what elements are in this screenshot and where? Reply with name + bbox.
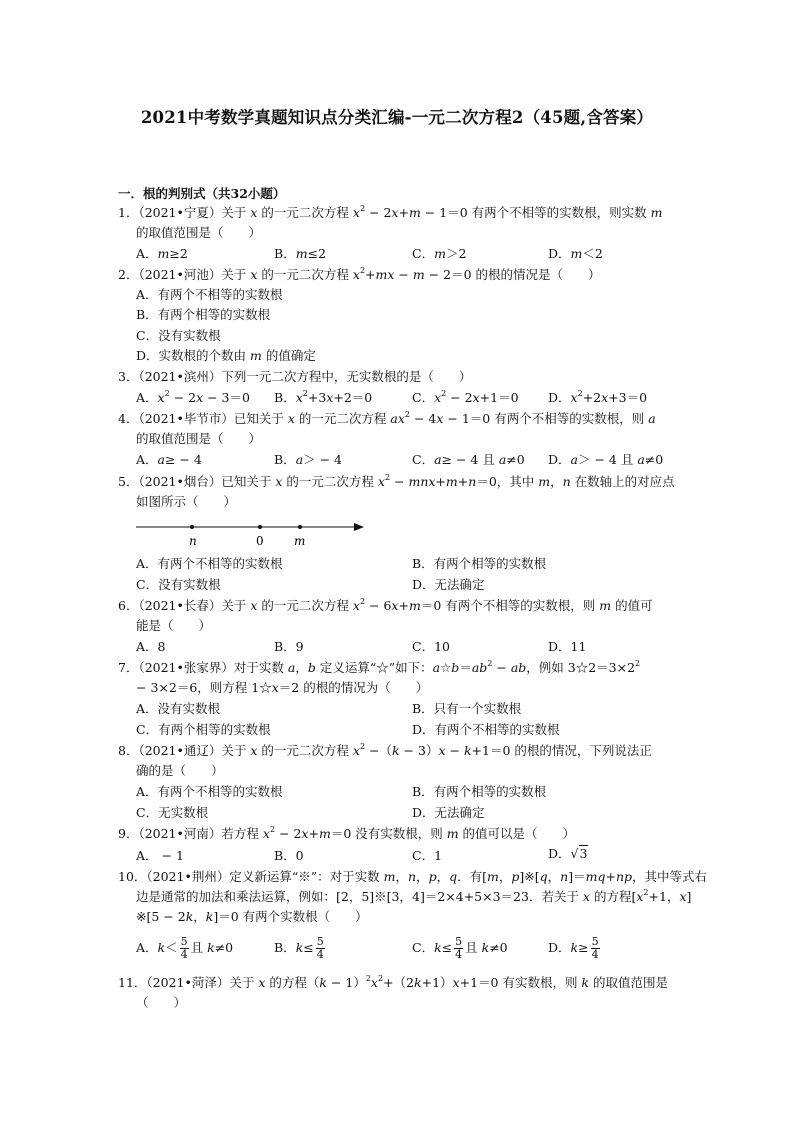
q3-option-b[interactable]: B．$x^2+3x+2=0$ [274,389,373,405]
question-1: 1．（2021•宁夏）关于 x 的一元二次方程 $x^2 - 2x+m - 1=0$ 有两个不相等的实数根，则实数 m [118,204,663,220]
q10-option-c[interactable]: C．k≤ $\frac{5}{4}$ 且 k≠0 [412,935,508,961]
question-3: 3．（2021•滨州）下列一元二次方程中，无实数根的是（ ） [118,369,472,384]
section-heading: 一．根的判别式（共32小题） [118,186,286,201]
q7-option-b[interactable]: B．只有一个实数根 [412,701,522,716]
number-line-figure [134,515,374,549]
q7-option-d[interactable]: D．有两个不相等的实数根 [412,722,560,737]
point-zero [258,525,262,529]
document-title: 2021中考数学真题知识点分类汇编-一元二次方程2（45题,含答案） [140,108,654,127]
q9-option-b[interactable]: B．0 [274,848,304,863]
q6-option-a[interactable]: A．8 [136,639,166,654]
question-8-cont: 确的是（ ） [136,763,224,778]
q4-option-c[interactable]: C．a≥ − 4 且 a≠0 [412,452,525,467]
q4-option-b[interactable]: B．a＞ − 4 [274,452,343,467]
q3-option-a[interactable]: A．$x^2 - 2x - 3=0$ [136,389,250,405]
q6-option-d[interactable]: D．11 [548,639,587,654]
question-5-cont: 如图所示（ ） [136,494,237,509]
q5-option-c[interactable]: C．没有实数根 [136,577,221,592]
q10-option-d[interactable]: D．k≥ $\frac{5}{4}$ [548,935,599,961]
q3-option-c[interactable]: C．$x^2 - 2x+1=0$ [412,389,519,405]
point-m [298,525,302,529]
q5-option-d[interactable]: D．无法确定 [412,577,485,592]
q5-option-a[interactable]: A．有两个不相等的实数根 [136,556,283,571]
q2-option-d[interactable]: D．实数根的个数由 m 的值确定 [136,348,316,363]
q2-option-b[interactable]: B．有两个相等的实数根 [136,307,271,322]
q2-option-c[interactable]: C．没有实数根 [136,328,221,343]
question-4: 4．（2021•毕节市）已知关于 x 的一元二次方程 $ax^2 - 4x - 1=0$ 有两个不相等的实数根，则 a [118,410,656,426]
q8-option-c[interactable]: C．无实数根 [136,805,209,820]
question-6: 6．（2021•长春）关于 x 的一元二次方程 $x^2 - 6x+m=0$ 有两个不相等的实数根，则 m 的值可 [118,597,653,613]
q9-option-d[interactable]: D．√3 [548,846,588,861]
question-2: 2．（2021•河池）关于 x 的一元二次方程 $x^2+mx - m - 2=0$ 的根的情况是（ ） [118,266,601,282]
q1-option-b[interactable]: B．m≤2 [274,246,326,261]
number-line-arrow [354,523,364,531]
point-n [190,525,194,529]
question-1-cont: 的取值范围是（ ） [136,225,262,240]
q1-option-c[interactable]: C．m＞2 [412,246,467,261]
question-7-cont: − 3×2＝6，则方程 1☆x＝2 的根的情况为（ ） [136,680,429,695]
question-6-cont: 能是（ ） [136,618,212,633]
q8-option-d[interactable]: D．无法确定 [412,805,485,820]
q7-option-c[interactable]: C．有两个相等的实数根 [136,722,271,737]
question-11-cont: （ ） [136,995,187,1010]
q5-option-b[interactable]: B．有两个相等的实数根 [412,556,547,571]
label-zero: 0 [256,534,264,548]
question-8: 8．（2021•通辽）关于 x 的一元二次方程 $x^2 -(k - 3)x - k+1=0$ 的根的情况，下列说法正 [118,742,652,758]
q8-option-b[interactable]: B．有两个相等的实数根 [412,784,547,799]
question-5: 5．（2021•烟台）已知关于 x 的一元二次方程 $x^2 - mnx+m+n=0$，其中 m，n 在数轴上的对应点 [118,473,675,489]
question-7: 7．（2021•张家界）对于实数 a，b 定义运算“☆”如下：$a☆b=ab^2$ − ab，例如 $3☆2=3\times 2^2$ [118,659,641,675]
q1-option-a[interactable]: A．m≥2 [136,246,188,261]
q10-option-a[interactable]: A．k＜ $\frac{5}{4}$ 且 k≠0 [136,935,234,961]
question-4-cont: 的取值范围是（ ） [136,431,262,446]
q4-option-d[interactable]: D．a＞ − 4 且 a≠0 [548,452,664,467]
question-11: 11．（2021•菏泽）关于 x 的方程$(k - 1)^2x^2+(2k+1)x+1=0$ 有实数根，则 k 的取值范围是 [118,974,668,990]
q3-option-d[interactable]: D．$x^2+2x+3=0$ [548,389,648,405]
q2-option-a[interactable]: A．有两个不相等的实数根 [136,287,283,302]
question-9: 9．（2021•河南）若方程 $x^2 - 2x+m=0$ 没有实数根，则 m 的值可以是（ ） [118,825,576,841]
q4-option-a[interactable]: A．a≥ − 4 [136,452,202,467]
question-10-cont-1: 边是通常的加法和乘法运算，例如：[2，5]※[3，4]＝2×4+5×3＝23．若关于 x 的方程[$x^2+1$，x] [136,888,692,904]
q8-option-a[interactable]: A．有两个不相等的实数根 [136,784,283,799]
q9-option-a[interactable]: A． − 1 [136,848,184,863]
label-m: m [294,534,306,548]
question-10: 10．（2021•荆州）定义新运算“※”：对于实数 m，n，p，q．有[m，p]※[q，n]＝mq+np，其中等式右 [118,869,708,884]
q1-option-d[interactable]: D．m＜2 [548,246,603,261]
q7-option-a[interactable]: A．没有实数根 [136,701,221,716]
q9-option-c[interactable]: C．1 [412,848,443,863]
q6-option-c[interactable]: C．10 [412,639,450,654]
label-n: n [189,534,197,548]
q10-option-b[interactable]: B．k≤ $\frac{5}{4}$ [274,935,324,961]
q6-option-b[interactable]: B．9 [274,639,304,654]
question-10-cont-2: ※[5 − 2k，k]＝0 有两个实数根（ ） [136,909,368,924]
